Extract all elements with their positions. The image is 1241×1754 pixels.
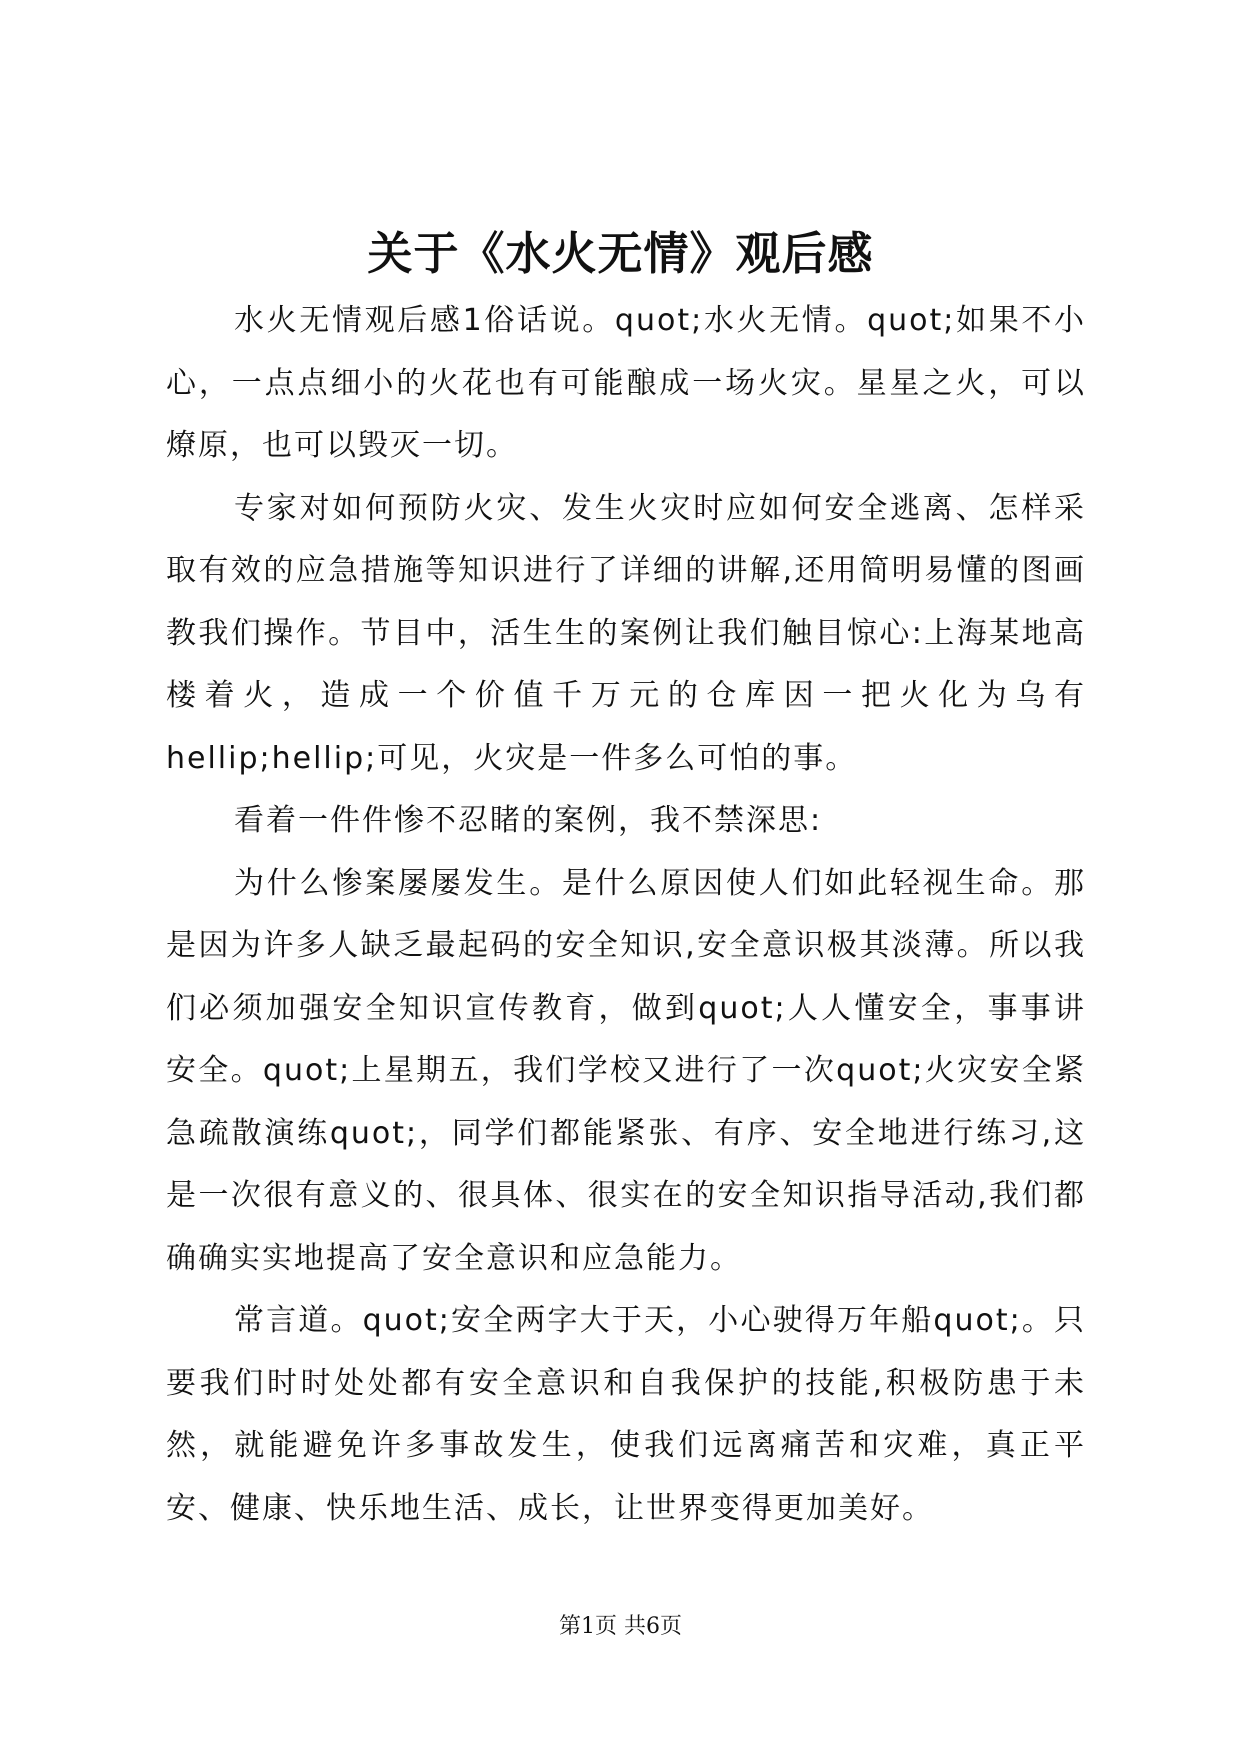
paragraph-5: 常言道。quot;安全两字大于天，小心驶得万年船quot;。只要我们时时处处都有安全意识和自我保护的技能,积极防患于未然，就能避免许多事故发生，使我们远离痛苦和灾难，真正平安、健康、快乐地生活、成长，让世界变得更加美好。 [166, 1303, 1086, 1526]
paragraph-2: 专家对如何预防火灾、发生火灾时应如何安全逃离、怎样采取有效的应急措施等知识进行了详细的讲解,还用简明易懂的图画教我们操作。节目中，活生生的案例让我们触目惊心:上海某地高楼着火，造成一个价值千万元的仓库因一把火化为乌有hellip;hellip;可见，火灾是一件多么可怕的事。 [166, 490, 1086, 776]
page-number-footer: 第1页 共6页 [559, 1614, 682, 1639]
document-body [166, 290, 1086, 1540]
paragraph-1: 水火无情观后感1俗话说。quot;水火无情。quot;如果不小心，一点点细小的火花也有可能酿成一场火灾。星星之火，可以燎原，也可以毁灭一切。 [166, 303, 1086, 463]
document-title: 关于《水火无情》观后感 [367, 227, 874, 280]
paragraph-4: 为什么惨案屡屡发生。是什么原因使人们如此轻视生命。那是因为许多人缺乏最起码的安全知识,安全意识极其淡薄。所以我们必须加强安全知识宣传教育，做到quot;人人懂安全，事事讲安全。quot;上星期五，我们学校又进行了一次quot;火灾安全紧急疏散演练quot;，同学们都能紧张、有序、安全地进行练习,这是一次很有意义的、很具体、很实在的安全知识指导活动,我们都确确实实地提高了安全意识和应急能力。 [166, 865, 1086, 1276]
paragraph-3: 看着一件件惨不忍睹的案例，我不禁深思: [234, 803, 823, 838]
